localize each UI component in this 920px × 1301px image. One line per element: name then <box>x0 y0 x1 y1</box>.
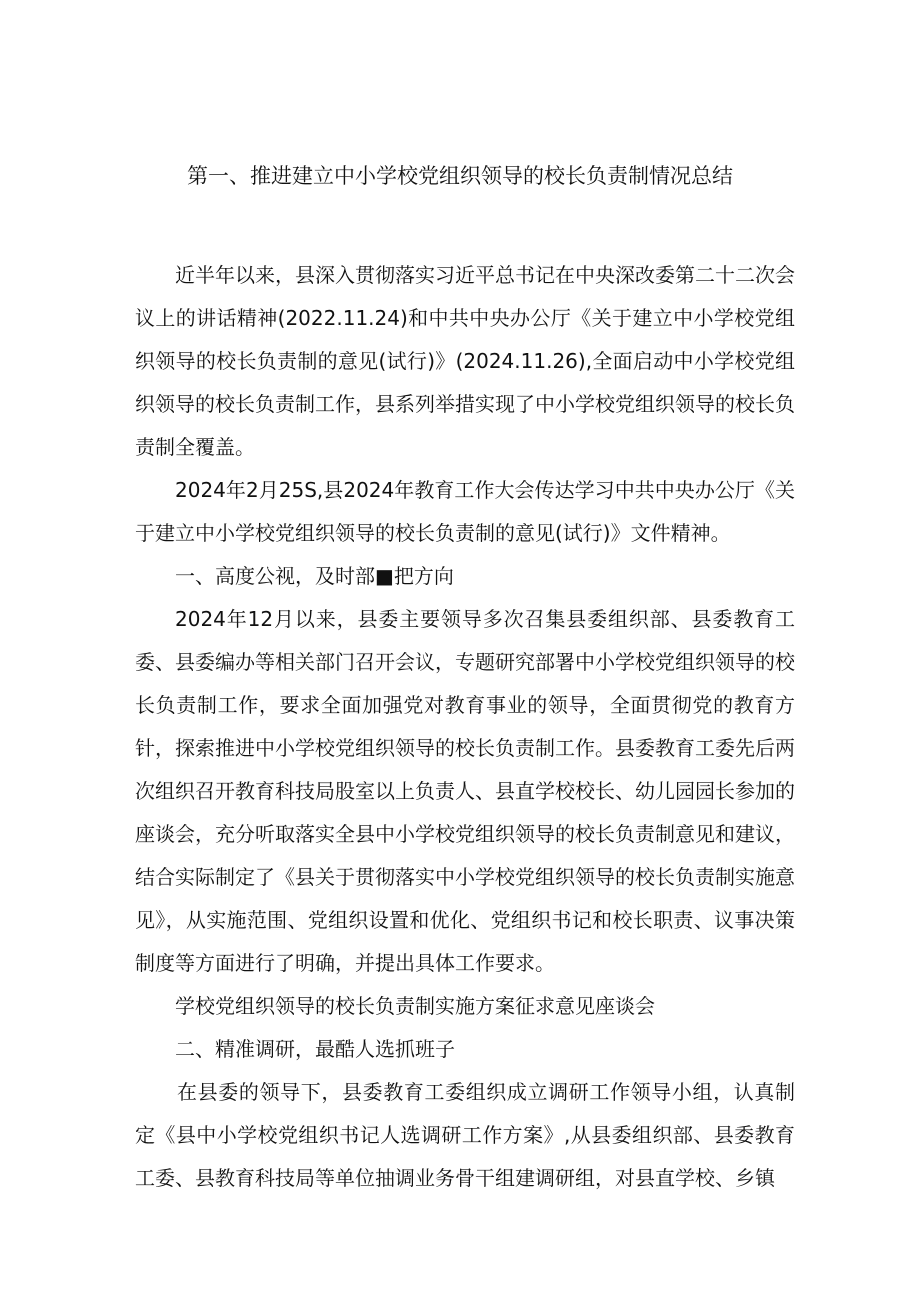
paragraph-intro: 近半年以来，县深入贯彻落实习近平总书记在中央深改委第二十二次会议上的讲话精神(2022.11.24)和中共中央办公厅《关于建立中小学校党组织领导的校长负责制的意见(试行)》(2024.11.26),全面启动中小学校党组织领导的校长负责制工作，县系列举措实现了中小学校党组织领导的校长负责制全覆盖。 <box>135 263 795 459</box>
document-body <box>135 254 795 1200</box>
photo-caption: 学校党组织领导的校长负责制实施方案征求意见座谈会 <box>175 994 655 1018</box>
paragraph-section-2: 在县委的领导下，县委教育工委组织成立调研工作领导小组，认真制定《县中小学校党组织书记人选调研工作方案》,从县委组织部、县委教育工委、县教育科技局等单位抽调业务骨干组建调研组，对县直学校、乡镇 <box>135 1080 795 1190</box>
document-title: 第一、推进建立中小学校党组织领导的校长负责制情况总结 <box>187 164 733 188</box>
section-heading-1: 一、高度公视，及时部■把方向 <box>175 564 454 588</box>
paragraph-meeting: 2024年2月25S,县2024年教育工作大会传达学习中共中央办公厅《关于建立中小学校党组织领导的校长负责制的意见(试行)》文件精神。 <box>135 478 795 545</box>
section-heading-2: 二、精准调研，最酷人选抓班子 <box>175 1037 455 1061</box>
paragraph-section-1: 2024年12月以来，县委主要领导多次召集县委组织部、县委教育工委、县委编办等相关部门召开会议，专题研究部署中小学校党组织领导的校长负责制工作，要求全面加强党对教育事业的领导，全面贯彻党的教育方针，探索推进中小学校党组织领导的校长负责制工作。县委教育工委先后两次组织召开教育科技局股室以上负责人、县直学校校长、幼儿园园长参加的座谈会，充分听取落实全县中小学校党组织领导的校长负责制意见和建议，结合实际制定了《县关于贯彻落实中小学校党组织领导的校长负责制实施意见》，从实施范围、党组织设置和优化、党组织书记和校长职责、议事决策制度等方面进行了明确，并提出具体工作要求。 <box>135 607 795 975</box>
